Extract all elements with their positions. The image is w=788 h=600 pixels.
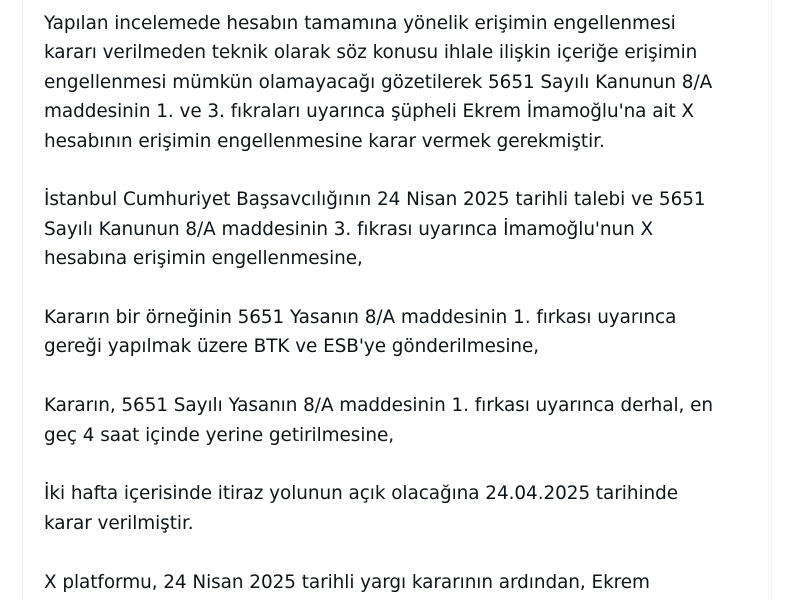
paragraph [44,303,764,362]
paragraph [44,568,764,597]
text-line: kararı verilmeden teknik olarak söz konusu ihlale ilişkin içeriğe erişimin [44,42,698,64]
text-line: karar verilmiştir. [44,512,194,534]
text-line: hesabına erişimin engellenmesine, [44,248,363,270]
post-text [44,9,764,600]
text-line: İstanbul Cumhuriyet Başsavcılığının 24 Nisan 2025 tarihli talebi ve 5651 [44,189,706,211]
text-line: gereği yapılmak üzere BTK ve ESB'ye gönderilmesine, [44,336,540,358]
text-line: geç 4 saat içinde yerine getirilmesine, [44,424,395,446]
text-line: Sayılı Kanunun 8/A maddesinin 3. fıkrası uyarınca İmamoğlu'nun X [44,218,654,240]
text-line: Yapılan incelemede hesabın tamamına yönelik erişimin engellenmesi [44,13,676,34]
text-line: Kararın bir örneğinin 5651 Yasanın 8/A maddesinin 1. fırkası uyarınca [44,307,677,329]
paragraph [44,9,764,156]
text-line: hesabının erişimin engellenmesine karar vermek gerekmiştir. [44,130,605,152]
paragraph [44,479,764,538]
paragraph [44,185,764,273]
text-line: Kararın, 5651 Sayılı Yasanın 8/A maddesinin 1. fırkası uyarınca derhal, en [44,395,713,417]
text-line: X platformu, 24 Nisan 2025 tarihli yargı kararının ardından, Ekrem [44,571,650,593]
text-line: engellenmesi mümkün olamayacağı gözetilerek 5651 Sayılı Kanunun 8/A [44,71,713,93]
text-line: İki hafta içerisinde itiraz yolunun açık olacağına 24.04.2025 tarihinde [44,483,678,505]
paragraph [44,391,764,450]
text-line: maddesinin 1. ve 3. fıkraları uyarınca şüpheli Ekrem İmamoğlu'na ait X [44,101,694,123]
